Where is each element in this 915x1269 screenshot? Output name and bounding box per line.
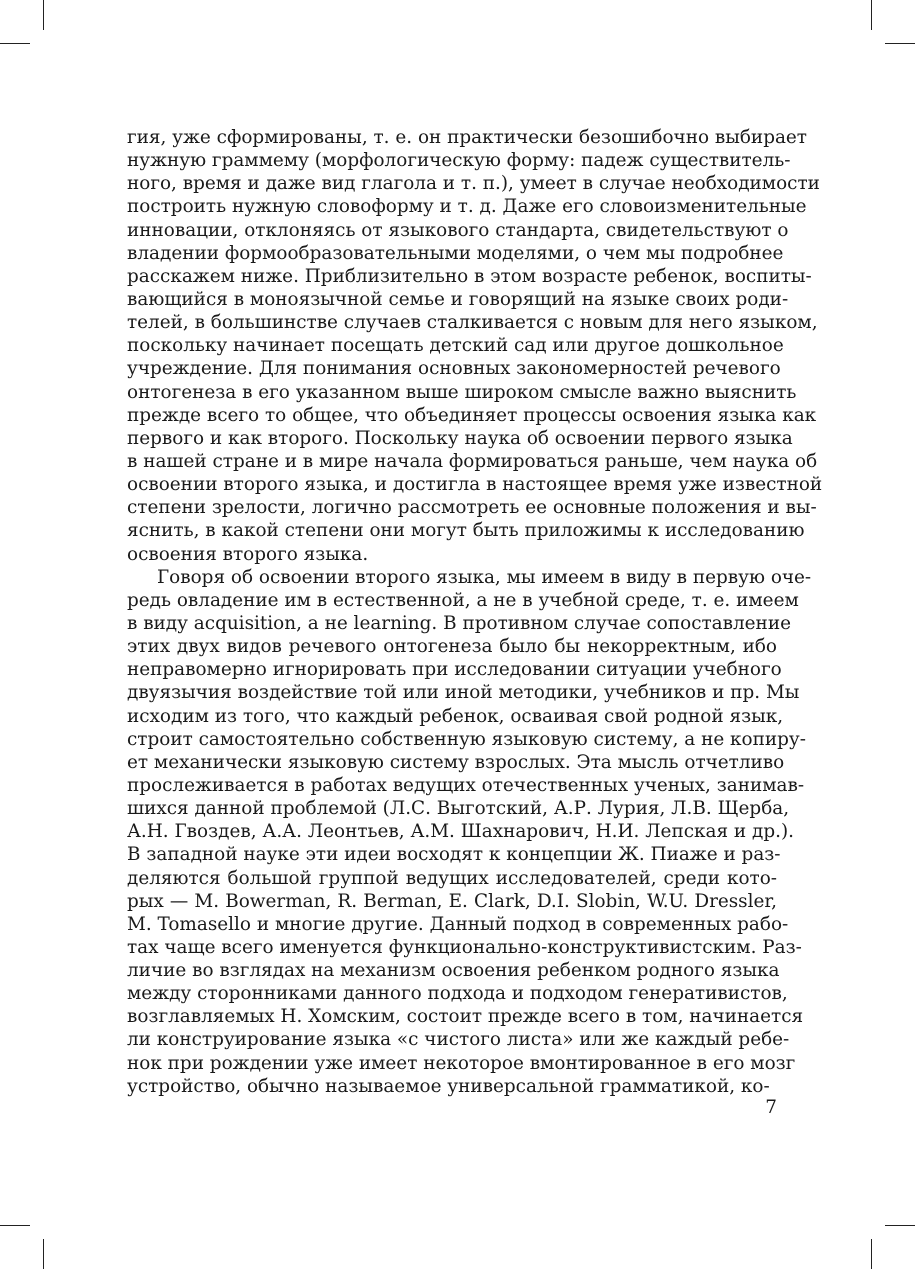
paragraph [127, 126, 823, 566]
text-line: прослеживается в работах ведущих отечественных ученых, занимав- [127, 774, 805, 796]
text-line: поскольку начинает посещать детский сад или другое дошкольное [127, 335, 784, 357]
text-line: устройство, обычно называемое универсальной грамматикой, ко- [127, 1075, 770, 1097]
text-line: онтогенеза в его указанном выше широком смысле важно выяснить [127, 381, 797, 403]
page-body [127, 126, 823, 1098]
crop-mark-top-left-vertical [43, 0, 44, 30]
text-line: расскажем ниже. Приблизительно в этом возрасте ребенок, воспиты- [127, 265, 812, 287]
text-line: владении формообразовательными моделями, о чем мы подробнее [127, 242, 784, 264]
text-line: рых — M. Bowerman, R. Berman, E. Clark, D.I. Slobin, W.U. Dressler, [127, 890, 777, 912]
text-line: строит самостоятельно собственную языковую систему, а не копиру- [127, 728, 806, 750]
text-line: шихся данной проблемой (Л.С. Выготский, А.Р. Лурия, Л.В. Щерба, [127, 798, 790, 820]
crop-mark-top-right-vertical [871, 0, 872, 30]
text-line: M. Tomasello и многие другие. Данный подход в современных рабо- [127, 913, 789, 935]
text-line: личие во взглядах на механизм освоения ребенком родного языка [127, 960, 780, 982]
text-line: вающийся в моноязычной семье и говорящий на языке своих роди- [127, 288, 789, 310]
crop-mark-bottom-left-vertical [43, 1239, 44, 1269]
text-line: редь овладение им в естественной, а не в учебной среде, т. е. имеем [127, 589, 799, 611]
text-line: деляются большой группой ведущих исследователей, среди кото- [127, 867, 777, 889]
crop-mark-bottom-left-horizontal [0, 1225, 30, 1226]
text-line: первого и как второго. Поскольку наука об освоении первого языка [127, 427, 793, 449]
text-line: двуязычия воздействие той или иной методики, учебников и пр. Мы [127, 682, 800, 704]
text-line: возглавляемых Н. Хомским, состоит прежде всего в том, начинается [127, 1006, 804, 1028]
paragraph [127, 566, 812, 1098]
text-line: нок при рождении уже имеет некоторое вмонтированное в его мозг [127, 1052, 796, 1074]
text-line: инновации, отклоняясь от языкового стандарта, свидетельствуют о [127, 219, 789, 241]
text-line: ет механически языковую систему взрослых. Эта мысль отчетливо [127, 751, 785, 773]
crop-mark-bottom-right-horizontal [885, 1225, 915, 1226]
text-line: в виду acquisition, а не learning. В противном случае сопоставление [127, 612, 791, 634]
text-line: Говоря об освоении второго языка, мы имеем в виду в первую оче- [157, 566, 812, 588]
crop-mark-bottom-right-vertical [871, 1239, 872, 1269]
text-line: степени зрелости, логично рассмотреть ее основные положения и вы- [127, 497, 817, 519]
text-line: ли конструирование языка «с чистого листа» или же каждый ребе- [127, 1029, 790, 1051]
text-line: учреждение. Для понимания основных закономерностей речевого [127, 358, 781, 380]
crop-mark-top-left-horizontal [0, 43, 30, 44]
text-line: между сторонниками данного подхода и подходом генеративистов, [127, 983, 788, 1005]
text-line: исходим из того, что каждый ребенок, осваивая свой родной язык, [127, 705, 784, 727]
text-line: нужную граммему (морфологическую форму: падеж существитель- [127, 150, 791, 172]
text-line: освоения второго языка. [127, 543, 369, 565]
text-line: прежде всего то общее, что объединяет процессы освоения языка как [127, 404, 817, 426]
text-line: этих двух видов речевого онтогенеза было бы некорректным, ибо [127, 636, 777, 658]
page-number: 7 [765, 1097, 777, 1118]
text-line: А.Н. Гвоздев, А.А. Леонтьев, А.М. Шахнарович, Н.И. Лепская и др.). [127, 821, 794, 843]
text-line: телей, в большинстве случаев сталкивается с новым для него языком, [127, 312, 818, 334]
text-line: В западной науке эти идеи восходят к концепции Ж. Пиаже и раз- [127, 844, 781, 866]
text-line: тах чаще всего именуется функционально-конструктивистским. Раз- [127, 936, 802, 958]
text-line: в нашей стране и в мире начала формироваться раньше, чем наука об [127, 450, 818, 472]
text-line: гия, уже сформированы, т. е. он практически безошибочно выбирает [127, 127, 807, 148]
crop-mark-top-right-horizontal [885, 43, 915, 44]
text-line: неправомерно игнорировать при исследовании ситуации учебного [127, 659, 782, 681]
text-line: яснить, в какой степени они могут быть приложимы к исследованию [127, 520, 805, 542]
text-line: ного, время и даже вид глагола и т. п.), умеет в случае необходимости [127, 173, 820, 195]
text-line: построить нужную словоформу и т. д. Даже его словоизменительные [127, 196, 807, 218]
text-line: освоении второго языка, и достигла в настоящее время уже известной [127, 474, 823, 496]
